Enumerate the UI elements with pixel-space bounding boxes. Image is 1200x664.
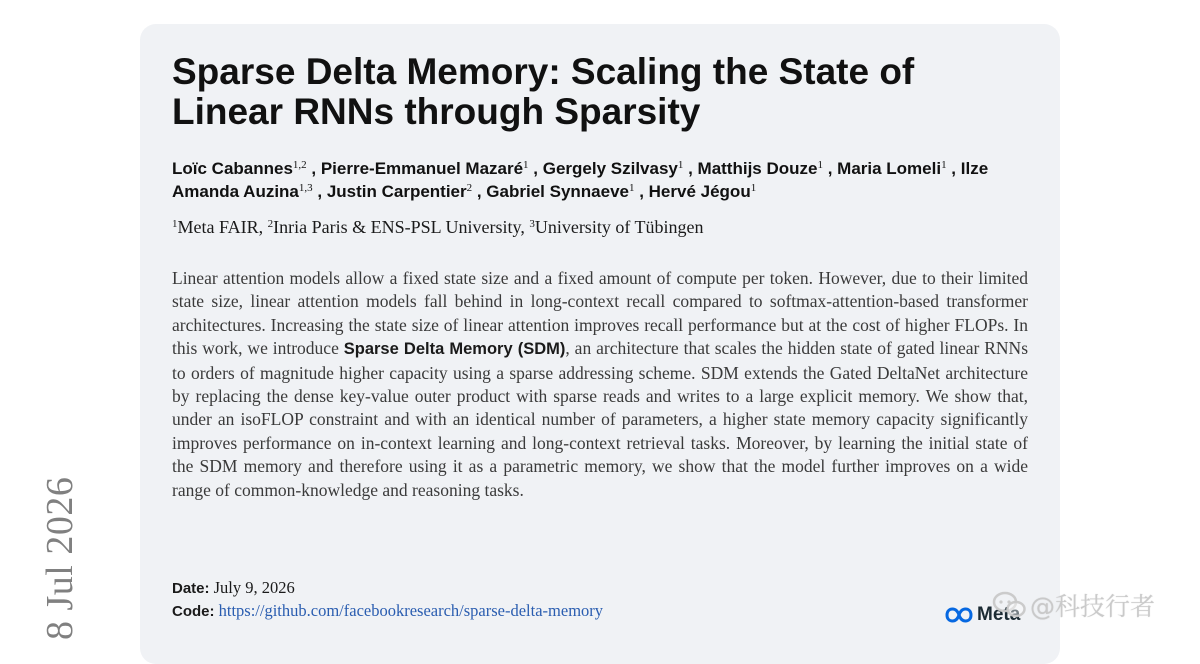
affiliation [172, 217, 259, 237]
affiliation [529, 217, 703, 237]
author-name-text: Justin Carpentier [326, 182, 467, 201]
author-name-text: Pierre-Emmanuel Mazaré [320, 159, 524, 178]
chat-bubbles-icon [992, 590, 1026, 620]
affiliation-number: 3 [529, 218, 535, 230]
author-name-text: Matthijs Douze [697, 159, 818, 178]
code-label: Code: [172, 603, 215, 620]
author-name-text: Gabriel Synnaeve [486, 182, 629, 201]
arxiv-date-stamp: 8 Jul 2026 [39, 476, 81, 640]
author-name-text: Hervé Jégou [648, 182, 751, 201]
author-name-text: Gergely Szilvasy [542, 159, 678, 178]
author-affiliation-mark: 1 [523, 159, 529, 171]
code-link[interactable]: https://github.com/facebookresearch/sparse-delta-memory [218, 601, 604, 620]
author-name [486, 182, 634, 201]
affiliation-name: Inria Paris & ENS-PSL University [273, 217, 521, 237]
author-affiliation-mark: 1 [628, 182, 635, 194]
abstract-text-rest: , an architecture that scales the hidden state of gated linear RNNs to orders of magnitude higher capacity using a sparse addressing scheme. SDM extends the Gated DeltaNet architecture by replacing the dense key-value outer product with sparse reads and writes to a large explicit memory. We show that, under an isoFLOP constraint and with an identical number of parameters, a higher state memory capacity significantly improves performance on in-context learning and long-context retrieval tasks. Moreover, by learning the initial state of the SDM memory and therefore using it as a parametric memory, we show that the model further improves on a wide range of common-knowledge and reasoning tasks. [172, 338, 1028, 500]
meta-wordmark: Meta [977, 604, 1021, 625]
author-name [172, 159, 307, 178]
author-affiliation-mark: 1 [817, 159, 823, 171]
affiliation-number: 1 [172, 218, 178, 230]
date-line [172, 577, 295, 600]
author-list: Loïc Cabannes$^{1,2}$ , Pierre-Emmanuel Mazaré$^1$ , Gergely Szilvasy$^1$ , Matthijs Douze$^1$ , Maria Lomeli$^1$ , Ilze Amanda Auzina$^{1,3}$ , Justin Carpentier$^2$ , Gabriel Synnaeve$^1$ , Hervé Jégou$^1$ [172, 159, 989, 201]
author-name-text: Loïc Cabannes [172, 159, 293, 178]
abstract-text-intro: Linear attention models allow a fixed state size and a fixed amount of compute per token. However, due to their limited state size, linear attention models fall behind in long-context recall compared to softmax-attention-based transformer architectures. Increasing the state size of linear attention improves recall performance but at the cost of higher FLOPs. In this work, we introduce [172, 268, 1028, 359]
watermark-text: @科技行者 [1030, 592, 1156, 621]
author-affiliation-mark: 1,3 [298, 182, 313, 194]
affiliation [268, 217, 521, 237]
author-name-text: Maria Lomeli [837, 159, 942, 178]
date-value: July 9, 2026 [213, 578, 295, 597]
watermark [992, 588, 1155, 622]
paper-title: Sparse Delta Memory: Scaling the State of Linear RNNs through Sparsity [172, 51, 915, 132]
author-name [649, 182, 757, 201]
author-name [321, 159, 529, 178]
affiliation-number: 2 [267, 218, 274, 230]
author-name [698, 159, 823, 178]
affiliation-name: University of Tübingen [534, 217, 704, 237]
affiliation-name: Meta FAIR [177, 217, 259, 237]
author-name-text: Ilze Amanda Auzina [172, 159, 989, 201]
author-name [327, 182, 472, 201]
author-affiliation-mark: 2 [466, 182, 473, 194]
author-affiliation-mark: 1 [941, 159, 947, 171]
code-line [172, 600, 603, 623]
author-name [837, 159, 946, 178]
date-label: Date: [172, 580, 210, 597]
author-affiliation-mark: 1,2 [292, 159, 307, 171]
abstract [172, 267, 1028, 502]
affiliation-list: $^1$Meta FAIR, $^2$Inria Paris & ENS-PSL University, $^3$University of Tübingen [172, 217, 704, 237]
author-name [543, 159, 684, 178]
author-affiliation-mark: 1 [677, 159, 684, 171]
meta-infinity-icon [944, 607, 974, 623]
abstract-highlight: Sparse Delta Memory (SDM) [343, 340, 566, 359]
author-affiliation-mark: 1 [750, 182, 757, 194]
